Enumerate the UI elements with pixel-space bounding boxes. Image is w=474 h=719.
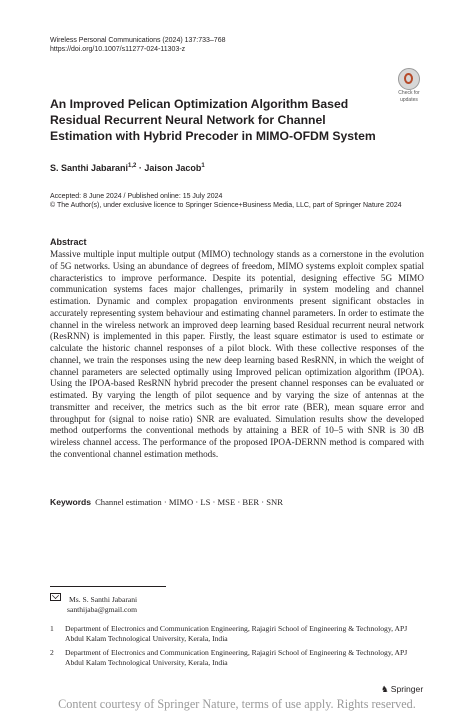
affiliation-number: 1 <box>50 624 54 633</box>
doi-link[interactable]: https://doi.org/10.1007/s11277-024-11303-z <box>50 46 186 53</box>
affiliation-text: Department of Electronics and Communication Engineering, Rajagiri School of Engineering & Technology, APJ Abdul Kalam Technological University, Kerala, India <box>65 648 408 667</box>
author-separator: · <box>136 163 145 173</box>
check-updates-icon <box>398 68 420 90</box>
dates-line: Accepted: 8 June 2024 / Published online: 15 July 2024 <box>50 193 223 200</box>
keywords-list: Channel estimation · MIMO · LS · MSE · BER · SNR <box>95 497 283 507</box>
corresponding-email[interactable]: santhijaba@gmail.com <box>67 605 138 614</box>
keywords-label: Keywords <box>50 497 92 507</box>
envelope-icon <box>50 593 61 601</box>
author-affiliation-marker: 1 <box>201 163 205 169</box>
author-list <box>50 163 205 173</box>
badge-line2: updates <box>400 96 418 103</box>
badge-line1: Check for <box>398 90 420 96</box>
corresponding-author-name: Ms. S. Santhi Jabarani <box>69 595 138 604</box>
author-name[interactable]: Jaison Jacob <box>144 163 202 173</box>
publication-dates <box>50 192 402 210</box>
footnote-divider <box>50 586 166 587</box>
abstract-text: Massive multiple input multiple output (MIMO) technology stands as a cornerstone in the evolution of 5G networks. Using an abundance of degrees of freedom, MIMO systems exploit complex spatial characteristics to improve performance. Despite its potential, designing effective 5G MIMO communication systems faces major challenges, primarily in system modeling and channel estimation. Dynamic and complex propagation environments present significant obstacles in accurately representing system behaviour and estimating channel parameters. In order to estimate the channel in the wireless network an improved deep learning based Residual recurrent neural network (ResRNN) is implemented in this paper. Firstly, the least square estimator is used to estimate or calculate the historic channel responses of a pilot block. With these collective responses of the channel, we train the responses using the new deep learning based ResRNN, in which the weight of channel parameters are selected optimally using Improved pelican optimization algorithm (IPOA). Using the IPOA-based ResRNN hybrid precoder the present channel responses can be evaluated or estimated. By varying the length of pilot sequence and by varying the size of antennas at the transmitter and receiver, the metrics such as the bit error rate (BER), mean square error and throughput for (signal to noise ratio) SNR are evaluated. Simulation results show the developed method outperforms the conventional methods by attaining a BER of 10–5 with SNR is 30 dB wireless channel access. The performance of the proposed IPOA-DERNN method is compared with the conventional channel estimation methods. <box>50 249 424 459</box>
affiliation-text: Department of Electronics and Communication Engineering, Rajagiri School of Engineering & Technology, APJ Abdul Kalam Technological University, Kerala, India <box>65 624 408 643</box>
publisher-logo <box>381 684 423 695</box>
paper-title: An Improved Pelican Optimization Algorithm Based Residual Recurrent Neural Network for Channel Estimation with Hybrid Precoder in MIMO-OFDM System <box>50 97 376 143</box>
correspondence <box>50 593 137 615</box>
courtesy-watermark: Content courtesy of Springer Nature, terms of use apply. Rights reserved. <box>58 697 416 711</box>
affiliation-number: 2 <box>50 648 54 657</box>
author-name[interactable]: S. Santhi Jabarani <box>50 163 129 173</box>
springer-horse-icon: ♞ <box>381 684 389 694</box>
author-affiliation-marker: 1,2 <box>128 163 137 169</box>
keywords <box>50 497 283 507</box>
abstract-heading: Abstract <box>50 237 87 247</box>
affiliation <box>50 624 424 644</box>
publisher-name: Springer <box>390 684 424 694</box>
journal-citation: Wireless Personal Communications (2024) 137:733–768 <box>50 37 226 44</box>
affiliation <box>50 648 424 668</box>
copyright-line: © The Author(s), under exclusive licence to Springer Science+Business Media, LLC, part of Springer Nature 2024 <box>50 202 402 209</box>
check-for-updates-badge[interactable] <box>392 68 426 102</box>
